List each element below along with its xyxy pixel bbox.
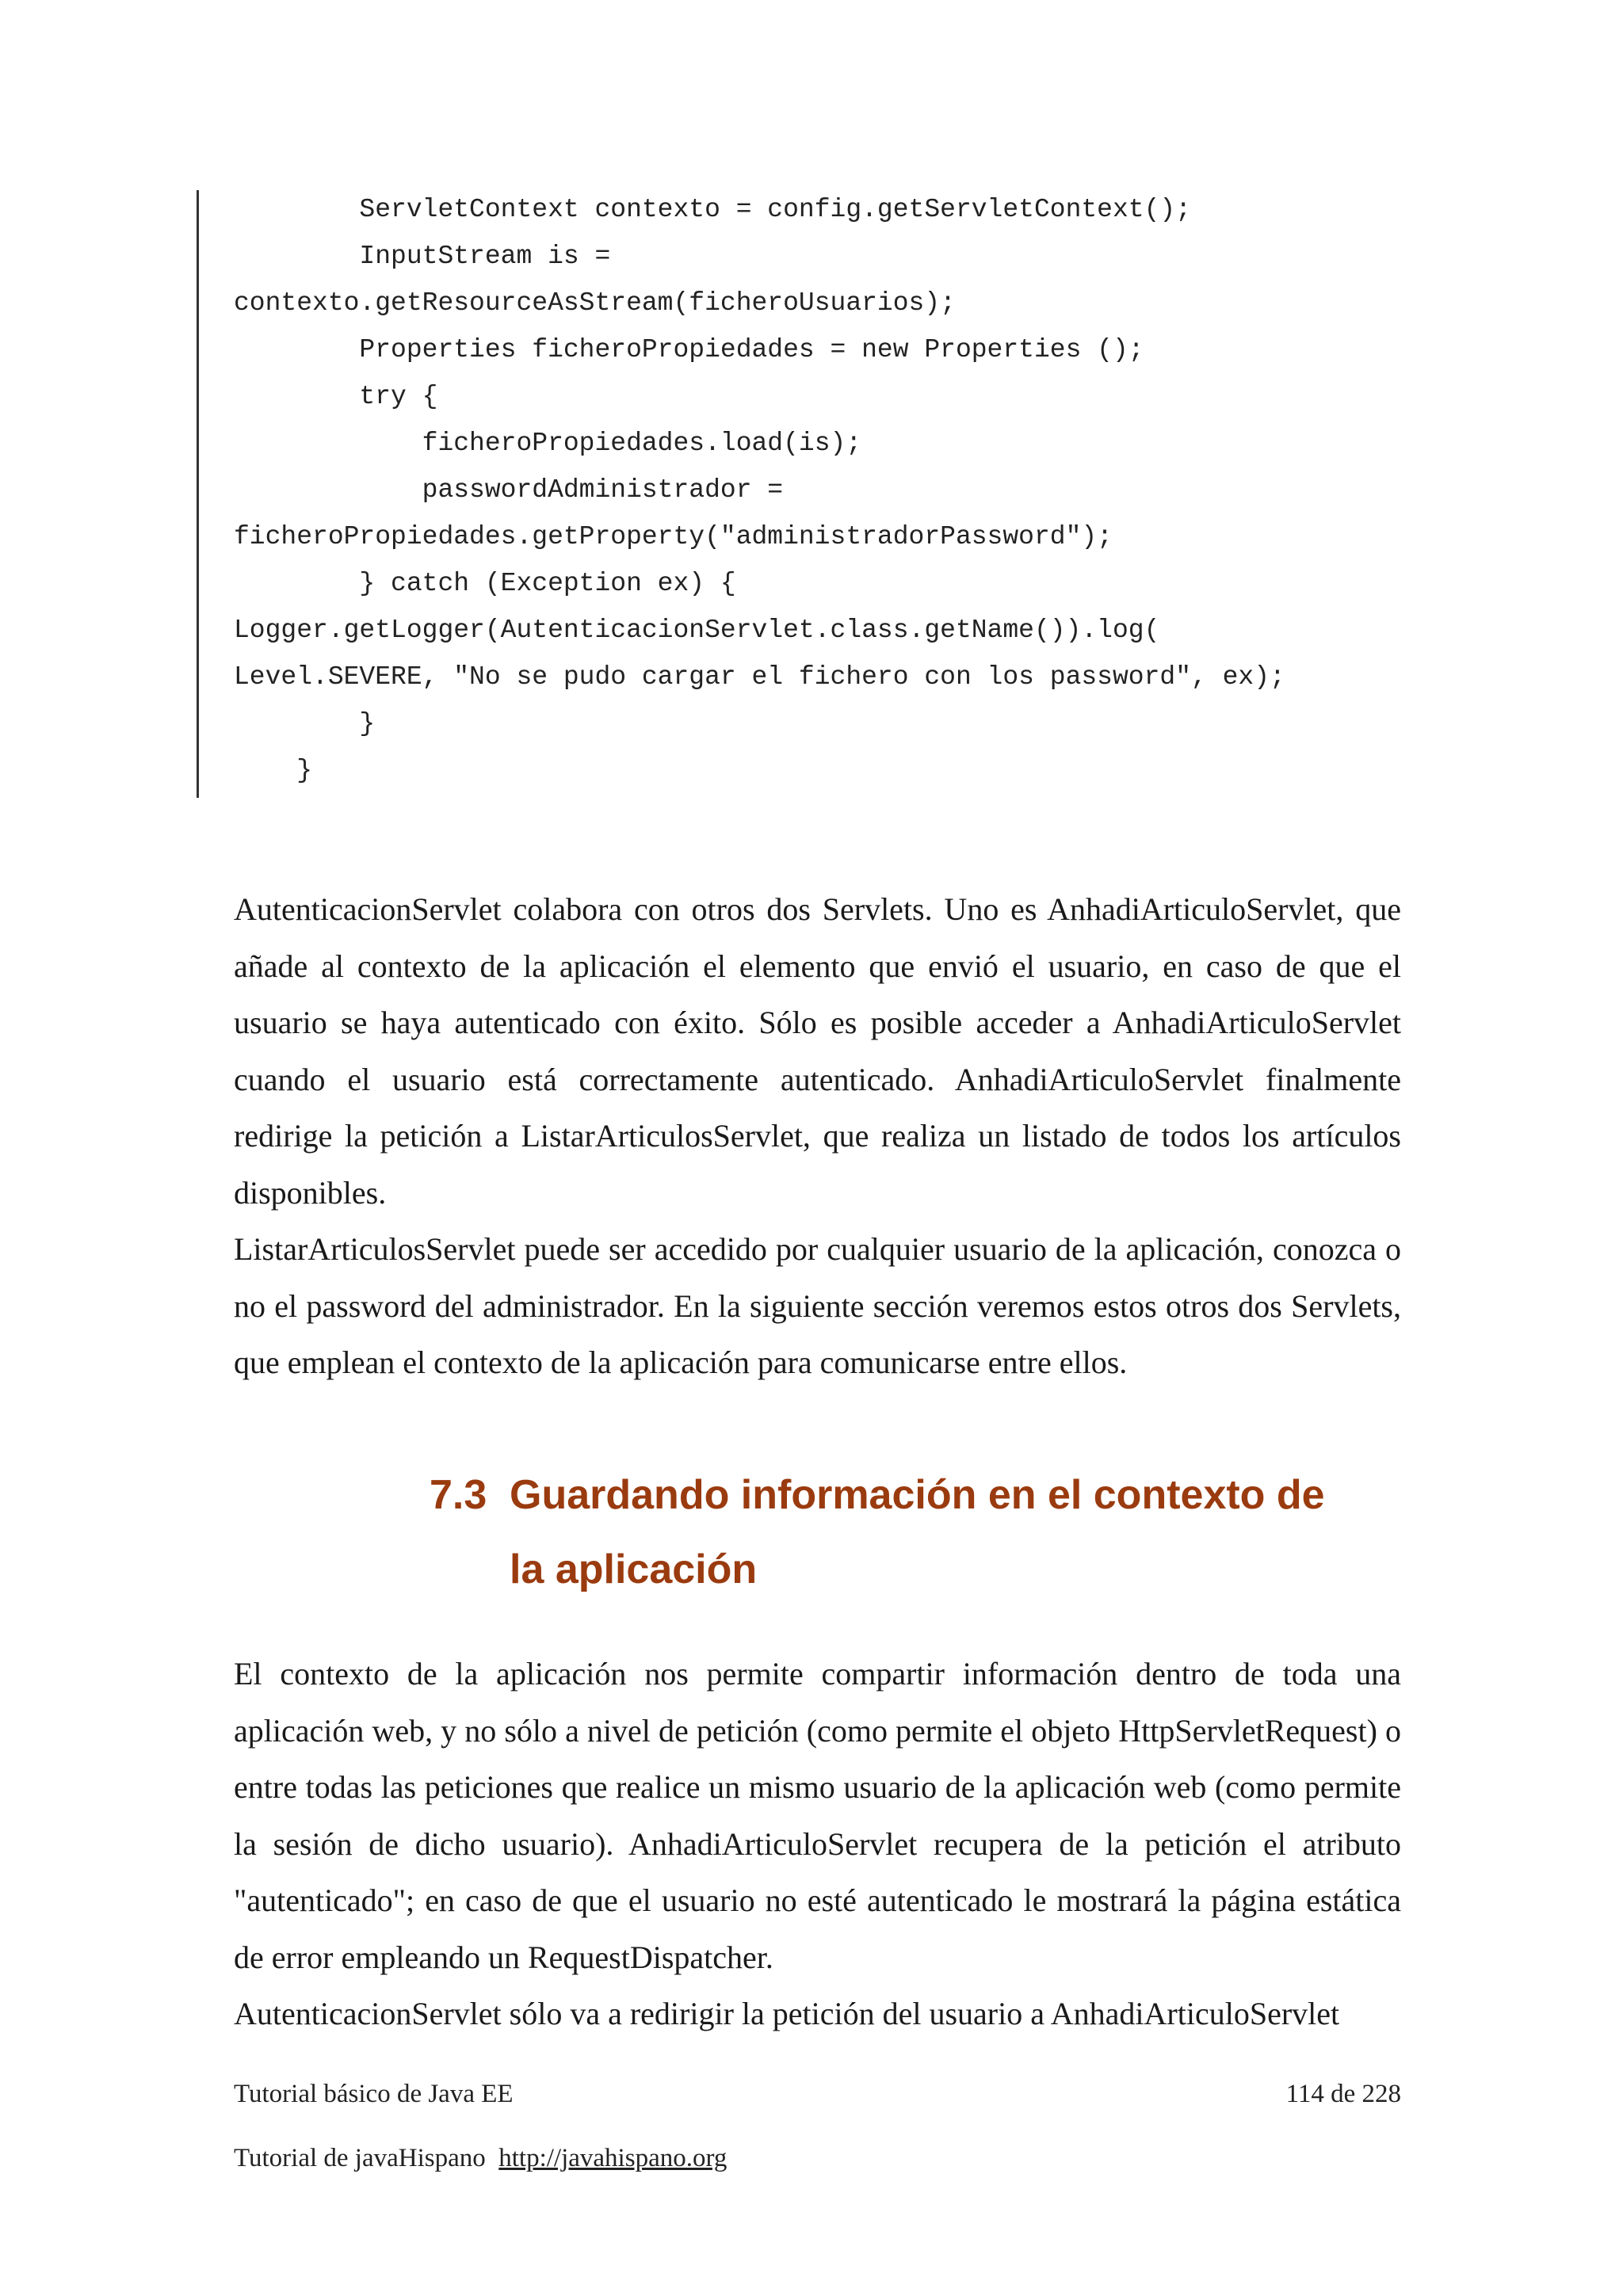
- footer-site: [234, 2142, 727, 2174]
- section-number: 7.3: [430, 1472, 487, 1518]
- code-line: Logger.getLogger(AutenticacionServlet.class.getName()).log(: [234, 616, 1160, 645]
- paragraph-context-explanation: El contexto de la aplicación nos permite compartir información dentro de toda una aplicación web, y no sólo a nivel de petición (como permite el objeto HttpServletRequest) o entre todas las peticiones que realice un mismo usuario de la aplicación web (como permite la sesión de dicho usuario). AnhadiArticuloServlet recupera de la petición el atributo "autenticado"; en caso de que el usuario no esté autenticado le mostrará la página estática de error empleando un RequestDispatcher.: [234, 1656, 1401, 1975]
- code-line: ficheroPropiedades.getProperty("administradorPassword");: [234, 522, 1113, 551]
- footer-site-label: Tutorial de javaHispano: [234, 2144, 486, 2172]
- code-line: Properties ficheroPropiedades = new Properties ();: [234, 335, 1144, 364]
- code-line: contexto.getResourceAsStream(ficheroUsuarios);: [234, 288, 956, 318]
- section-title-line-1: Guardando información en el contexto de: [510, 1472, 1325, 1518]
- code-line: ServletContext contexto = config.getServletContext();: [234, 195, 1191, 224]
- code-line: InputStream is =: [234, 242, 611, 271]
- paragraph-listar-articulos: ListarArticulosServlet puede ser accedido por cualquier usuario de la aplicación, conozca o no el password del administrador. En la siguiente sección veremos estos otros dos Servlets, que emplean el contexto de la aplicación para comunicarse entre ellos.: [234, 1231, 1401, 1380]
- code-line: Level.SEVERE, "No se pudo cargar el fichero con los password", ex);: [234, 662, 1285, 692]
- paragraph-servlets-intro: AutenticacionServlet colabora con otros dos Servlets. Uno es AnhadiArticuloServlet, que añade al contexto de la aplicación el elemento que envió el usuario, en caso de que el usuario se haya autenticado con éxito. Sólo es posible acceder a AnhadiArticuloServlet cuando el usuario está correctamente autenticado. AnhadiArticuloServlet finalmente redirige la petición a ListarArticulosServlet, que realiza un listado de todos los artículos disponibles.: [234, 891, 1401, 1211]
- section-title-line-2: la aplicación: [510, 1547, 758, 1592]
- footer-book-title: Tutorial básico de Java EE: [234, 2080, 514, 2108]
- code-line: }: [234, 756, 313, 785]
- code-line: }: [234, 709, 376, 738]
- code-block: [197, 190, 1435, 798]
- footer-site-link[interactable]: http://javahispano.org: [498, 2144, 727, 2172]
- code-line: } catch (Exception ex) {: [234, 569, 736, 598]
- footer-page-number: 114 de 228: [1285, 2080, 1401, 2108]
- code-line: passwordAdministrador =: [234, 475, 784, 505]
- code-line: ficheroPropiedades.load(is);: [234, 429, 862, 458]
- paragraph-redirect: AutenticacionServlet sólo va a redirigir la petición del usuario a AnhadiArticuloServlet: [234, 1996, 1340, 2031]
- code-line: try {: [234, 382, 438, 411]
